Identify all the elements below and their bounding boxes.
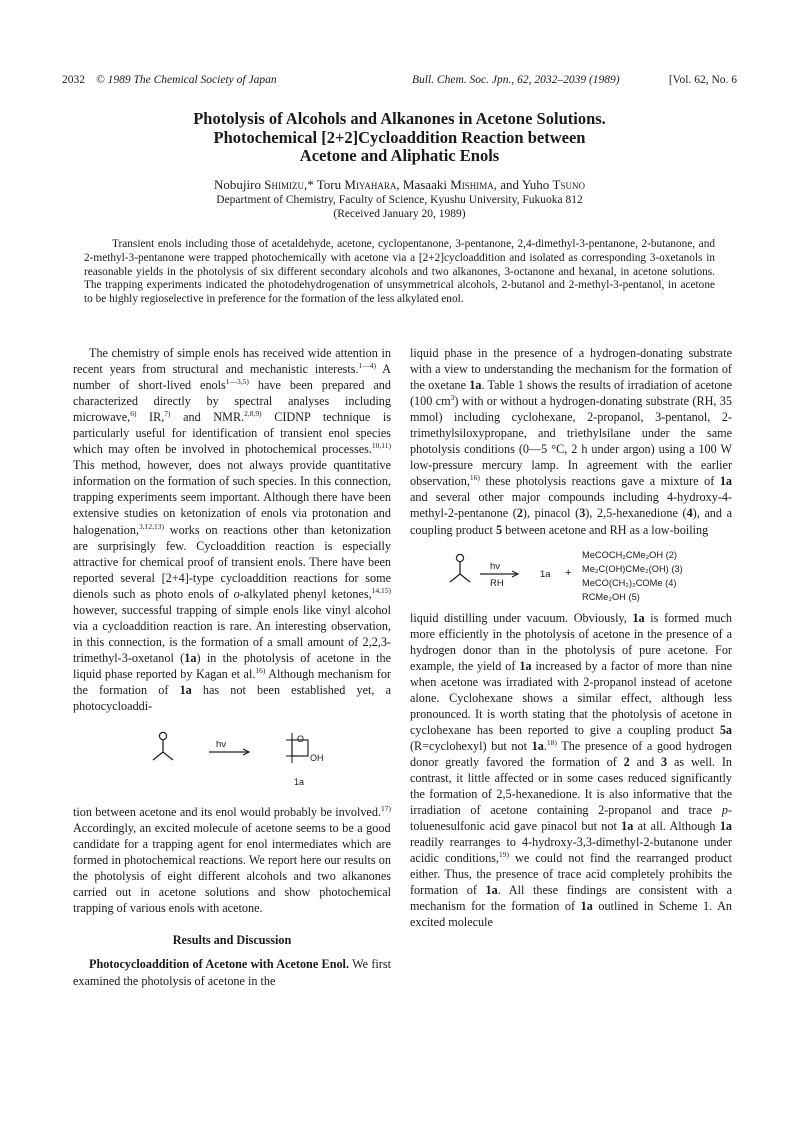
product-4: MeCO(CH₂)₂COMe (4) bbox=[582, 577, 677, 588]
section-heading: Results and Discussion bbox=[172, 933, 292, 948]
page-number: 2032 bbox=[62, 74, 85, 86]
journal-citation: Bull. Chem. Soc. Jpn., 62, 2032–2039 (1989) bbox=[412, 74, 620, 86]
reaction-scheme-1 bbox=[73, 714, 391, 804]
received-date: (Received January 20, 1989) bbox=[333, 208, 466, 220]
right-column bbox=[410, 345, 732, 931]
oxygen-label: O bbox=[297, 734, 305, 745]
title-line: Photolysis of Alcohols and Alkanones in Acetone Solutions. bbox=[193, 109, 606, 128]
volume-issue: [Vol. 62, No. 6 bbox=[668, 74, 737, 86]
hydroxyl-label: OH bbox=[310, 753, 324, 764]
hv-label: hν bbox=[490, 560, 501, 572]
title-line: Photochemical [2+2]Cycloaddition Reaction between bbox=[213, 127, 586, 147]
paragraph: Photocycloaddition of Acetone with Acetone Enol. We first examined the photolysis of acetone in the bbox=[73, 957, 391, 988]
paragraph: liquid phase in the presence of a hydrogen-donating substrate with a view to understanding the mechanism for the formation of the oxetane 1a. Table 1 shows the results of irradiation of acetone (100 $cm^3$) with or without a hydrogen-donating substrate (RH, 35 mmol) including cyclohexane, 2-propanol, 3-pentanol, 2-trimethylsiloxypropane, and triethylsilane under the same photolysis conditions (0—5 °C, 2 h under argon) using a 100 W low-pressure mercury lamp. In agreement with the earlier observation,$^{16)}$ these photolysis reactions gave a mixture of 1a and several other major compounds including 4-hydroxy-4-methyl-2-pentanone (2), pinacol (3), 2,5-hexanedione (4), and a coupling product 5 between acetone and RH as a low-boiling bbox=[410, 346, 732, 537]
abstract: Transient enols including those of acetaldehyde, acetone, cyclopentanone, 3-pentanone, 2,4-dimethyl-3-pentanone, 2-butanone, and 2-methyl-3-pentanone were trapped photochemically with acetone via a [2+2]cycloaddition and isolated as corresponding 3-oxetanols in reasonable yields in the photolysis of six different secondary alcohols and two alkanones, 3-octanone and hexanal, in acetone solutions. The trapping experiments indicated the photodehydrogenation of unsymmetrical alcohols, 2-butanol and 2-methyl-3-pentanol, in acetone to be highly regioselective in preference for the formation of the less alkylated enol. bbox=[84, 238, 715, 306]
affiliation: Department of Chemistry, Faculty of Science, Kyushu University, Fukuoka 812 bbox=[216, 194, 583, 206]
copyright-notice: © 1989 The Chemical Society of Japan bbox=[96, 74, 277, 86]
paragraph: The chemistry of simple enols has received wide attention in recent years from structural and mechanistic interests.$^{1—4)}$ A number of short-lived enols$^{1—3,5)}$ have been prepared and characterized directly by spectral analyses including microwave,$^{6)}$ IR,$^{7)}$ and NMR.$^{2,8,9)}$ CIDNP technique is particularly useful for identification of transient enol species which may often be involved in photochemical processes.$^{10,11)}$ This method, however, does not always provide quantitative information on the formation of such species. In this connection, trapping experiments seem important. Although there have been extensive studies on ketonization of enols via protonation and halogenation,$^{3,12,13)}$ works on reactions other than ketonization are surprisingly few. Cycloaddition reaction is especially attractive for chemical proof of transient enols. There have been reported several [2+4]-type cycloaddition reactions for some dienols such as photo enols of o-alkylated phenyl ketones,$^{14,15)}$ however, successful trapping of simple enols like vinyl alcohol via a cycloaddition reaction is rare. An interesting observation, in this connection, is the formation of a small amount of 2,2,3-trimethyl-3-oxetanol (1a) in the photolysis of acetone in the liquid phase reported by Kagan et al.$^{16)}$ Although mechanism for the formation of 1a has not been established yet, a photocycloaddi- bbox=[73, 346, 392, 714]
compound-label: 1a bbox=[294, 777, 305, 788]
author-list: Nobujiro Shimizu,* Toru Miyahara, Masaaki Mishima, and Yuho Tsuno bbox=[214, 177, 585, 192]
title-line: Acetone and Aliphatic Enols bbox=[299, 146, 500, 165]
compound-label: 1a bbox=[540, 568, 551, 580]
running-header bbox=[62, 74, 737, 90]
product-3: Me₂C(OH)CMe₂(OH) (3) bbox=[582, 563, 683, 574]
affiliation-block bbox=[62, 193, 737, 221]
subsection-heading: Photocycloaddition of Acetone with Acetone Enol. bbox=[89, 957, 349, 972]
oxetanol-structure bbox=[73, 714, 391, 804]
plus-sign: + bbox=[565, 566, 572, 579]
hv-label: hν bbox=[216, 739, 227, 751]
left-column bbox=[73, 345, 391, 989]
rh-label: RH bbox=[490, 577, 504, 589]
product-list bbox=[582, 548, 683, 604]
paragraph: tion between acetone and its enol would probably be involved.$^{17)}$ Accordingly, an excited molecule of acetone seems to be a good candidate for a trapping agent for enol intermediates which are formed in photochemical reactions. We report here our results on the photolysis of eight different alcohols and two alkanones carried out in acetone solutions and show photochemical trapping of various enols with acetone. bbox=[73, 804, 391, 916]
reaction-scheme-2 bbox=[410, 538, 732, 610]
paper-title bbox=[62, 110, 737, 166]
paragraph: liquid distilling under vacuum. Obviously, 1a is formed much more efficiently in the photolysis of acetone in the presence of a hydrogen donor than in the photolysis of pure acetone. For example, the yield of 1a increased by a factor of more than nine when acetone was irradiated with 2-propanol instead of acetone alone. Cyclohexane shows a similar effect, although less pronounced. It is worth stating that the photolysis of acetone in cyclohexane has been reported to give a coupling product 5a (R=cyclohexyl) but not 1a.$^{18)}$ The presence of a good hydrogen donor greatly favored the formation of 2 and 3 as well. In contrast, it little affected or in some cases reduced significantly the formation of 2,5-hexanedione. It is also informative that the irradiation of acetone containing 2-propanol and trace p-toluenesulfonic acid gave pinacol but not 1a at all. Although 1a readily rearranges to 4-hydroxy-3,3-dimethyl-2-butanone under acidic conditions,$^{19)}$ we could not find the rearranged product either. Thus, the presence of trace acid completely prohibits the formation of 1a. All these findings are consistent with a mechanism for the formation of 1a outlined in Scheme 1. An excited molecule bbox=[410, 610, 733, 930]
product-5: RCMe₂OH (5) bbox=[582, 591, 640, 602]
product-2: MeCOCH₂CMe₂OH (2) bbox=[582, 549, 678, 560]
